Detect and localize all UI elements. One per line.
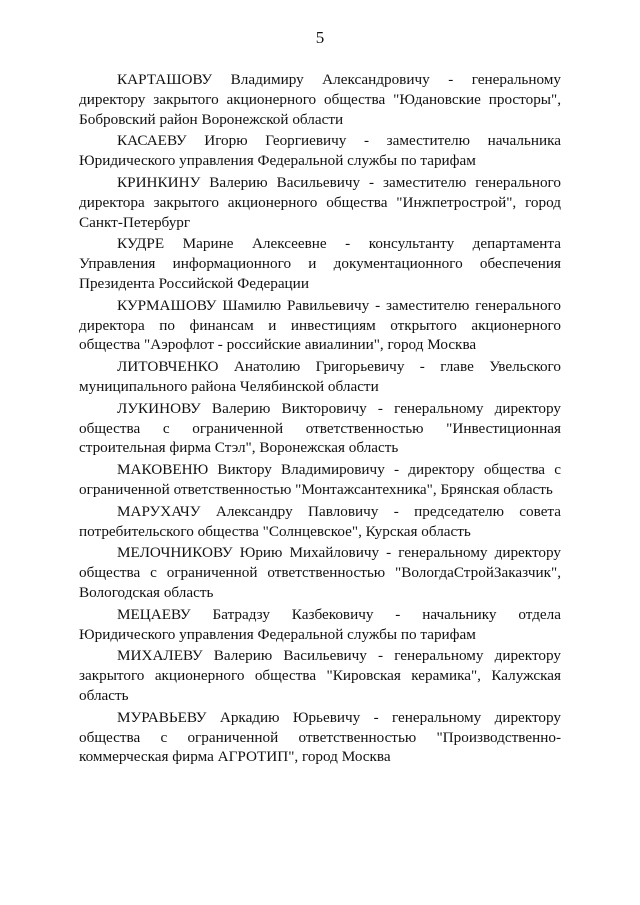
- document-body: [79, 70, 561, 769]
- list-item: МИХАЛЕВУ Валерию Васильевичу - генеральному директору закрытого акционерного общества "Кировская керамика", Калужская область: [79, 647, 561, 704]
- list-item: КУРМАШОВУ Шамилю Равильевичу - заместителю генерального директора по финансам и инвестициям открытого акционерного общества "Аэрофлот - российские авиалинии", город Москва: [79, 296, 561, 354]
- list-item: ЛИТОВЧЕНКО Анатолию Григорьевичу - главе Увельского муниципального района Челябинской области: [79, 358, 561, 395]
- list-item: КАРТАШОВУ Владимиру Александровичу - генеральному директору закрытого акционерного общества "Юдановские просторы", Бобровский район Воронежской области: [79, 71, 561, 128]
- list-item: КАСАЕВУ Игорю Георгиевичу - заместителю начальника Юридического управления Федеральной службы по тарифам: [79, 132, 561, 170]
- list-item: ЛУКИНОВУ Валерию Викторовичу - генеральному директору общества с ограниченной ответственностью "Инвестиционная строительная фирма Стэл", Воронежская область: [79, 399, 561, 457]
- page-number: 5: [315, 28, 325, 47]
- list-item: МУРАВЬЕВУ Аркадию Юрьевичу - генеральному директору общества с ограниченной ответственностью "Производственно-коммерческая фирма АГРОТИП", город Москва: [79, 708, 561, 766]
- list-item: МЕЛОЧНИКОВУ Юрию Михайловичу - генеральному директору общества с ограниченной ответственностью "ВологдаСтройЗаказчик", Вологодская область: [79, 544, 561, 601]
- list-item: МЕЦАЕВУ Батрадзу Казбековичу - начальнику отдела Юридического управления Федеральной службы по тарифам: [79, 605, 561, 643]
- list-item: КУДРЕ Марине Алексеевне - консультанту департамента Управления информационного и документационного обеспечения Президента Российской Федерации: [79, 235, 561, 292]
- list-item: МАКОВЕНЮ Виктору Владимировичу - директору общества с ограниченной ответственностью "Монтажсантехника", Брянская область: [79, 461, 561, 498]
- list-item: МАРУХАЧУ Александру Павловичу - председателю совета потребительского общества "Солнцевское", Курская область: [79, 502, 561, 540]
- list-item: КРИНКИНУ Валерию Васильевичу - заместителю генерального директора закрытого акционерного общества "Инжпетрострой", город Санкт-Петербург: [79, 173, 561, 231]
